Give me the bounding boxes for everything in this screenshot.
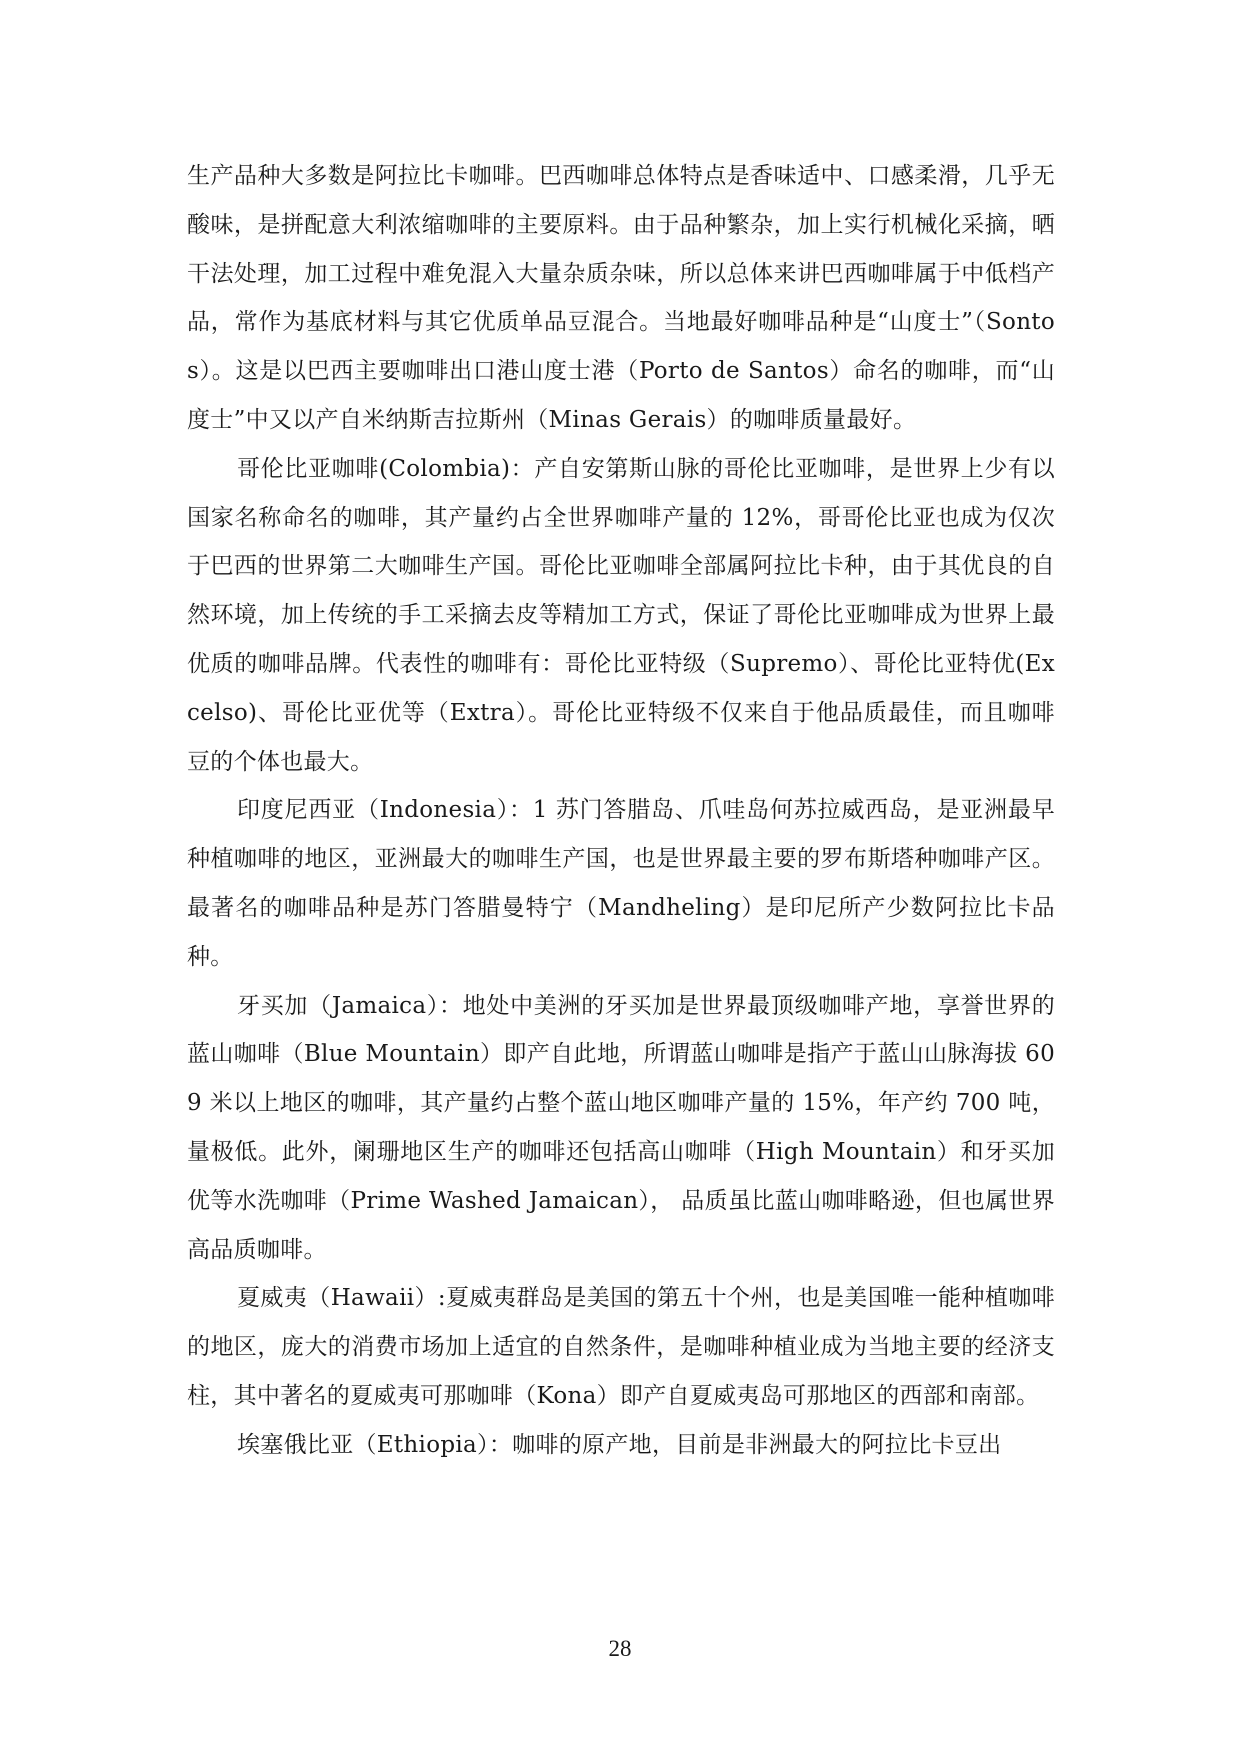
paragraph-jamaica: 牙买加（Jamaica）：地处中美洲的牙买加是世界最顶级咖啡产地，享誉世界的蓝山咖啡（Blue Mountain）即产自此地，所谓蓝山咖啡是指产于蓝山山脉海拔 609 米以上地区的咖啡，其产量约占整个蓝山地区咖啡产量的 15%，年产约 700 吨，量极低。此外，阑珊地区生产的咖啡还包括高山咖啡（High Mountain）和牙买加优等水洗咖啡（Prime Washed Jamaican）， 品质虽比蓝山咖啡略逊，但也属世界高品质咖啡。	[187, 992, 1055, 1263]
page-number: 28	[608, 1636, 632, 1661]
paragraph-ethiopia: 埃塞俄比亚（Ethiopia）：咖啡的原产地，目前是非洲最大的阿拉比卡豆出	[237, 1431, 1002, 1458]
paragraph-indonesia: 印度尼西亚（Indonesia）：1 苏门答腊岛、爪哇岛何苏拉威西岛，是亚洲最早种植咖啡的地区，亚洲最大的咖啡生产国，也是世界最主要的罗布斯塔种咖啡产区。最著名的咖啡品种是苏门答腊曼特宁（Mandheling）是印尼所产少数阿拉比卡品种。	[187, 797, 1055, 970]
paragraph-hawaii: 夏威夷（Hawaii）:夏威夷群岛是美国的第五十个州，也是美国唯一能种植咖啡的地区，庞大的消费市场加上适宜的自然条件，是咖啡种植业成为当地主要的经济支柱，其中著名的夏威夷可那咖啡（Kona）即产自夏威夷岛可那地区的西部和南部。	[187, 1285, 1055, 1409]
paragraph-brazil-continued: 生产品种大多数是阿拉比卡咖啡。巴西咖啡总体特点是香味适中、口感柔滑，几乎无酸味，是拼配意大利浓缩咖啡的主要原料。由于品种繁杂，加上实行机械化采摘，晒干法处理，加工过程中难免混入大量杂质杂味，所以总体来讲巴西咖啡属于中低档产品，常作为基底材料与其它优质单品豆混合。当地最好咖啡品种是“山度士”（Sontos）。这是以巴西主要咖啡出口港山度士港（Porto de Santos）命名的咖啡，而“山度士”中又以产自米纳斯吉拉斯州（Minas Gerais）的咖啡质量最好。	[187, 163, 1055, 433]
body-text	[187, 152, 1055, 1470]
paragraph-colombia: 哥伦比亚咖啡(Colombia)：产自安第斯山脉的哥伦比亚咖啡，是世界上少有以国家名称命名的咖啡，其产量约占全世界咖啡产量的 12%，哥哥伦比亚也成为仅次于巴西的世界第二大咖啡生产国。哥伦比亚咖啡全部属阿拉比卡种，由于其优良的自然环境，加上传统的手工采摘去皮等精加工方式，保证了哥伦比亚咖啡成为世界上最优质的咖啡品牌。代表性的咖啡有：哥伦比亚特级（Supremo）、哥伦比亚特优(Excelso)、哥伦比亚优等（Extra）。哥伦比亚特级不仅来自于他品质最佳，而且咖啡豆的个体也最大。	[187, 455, 1055, 775]
